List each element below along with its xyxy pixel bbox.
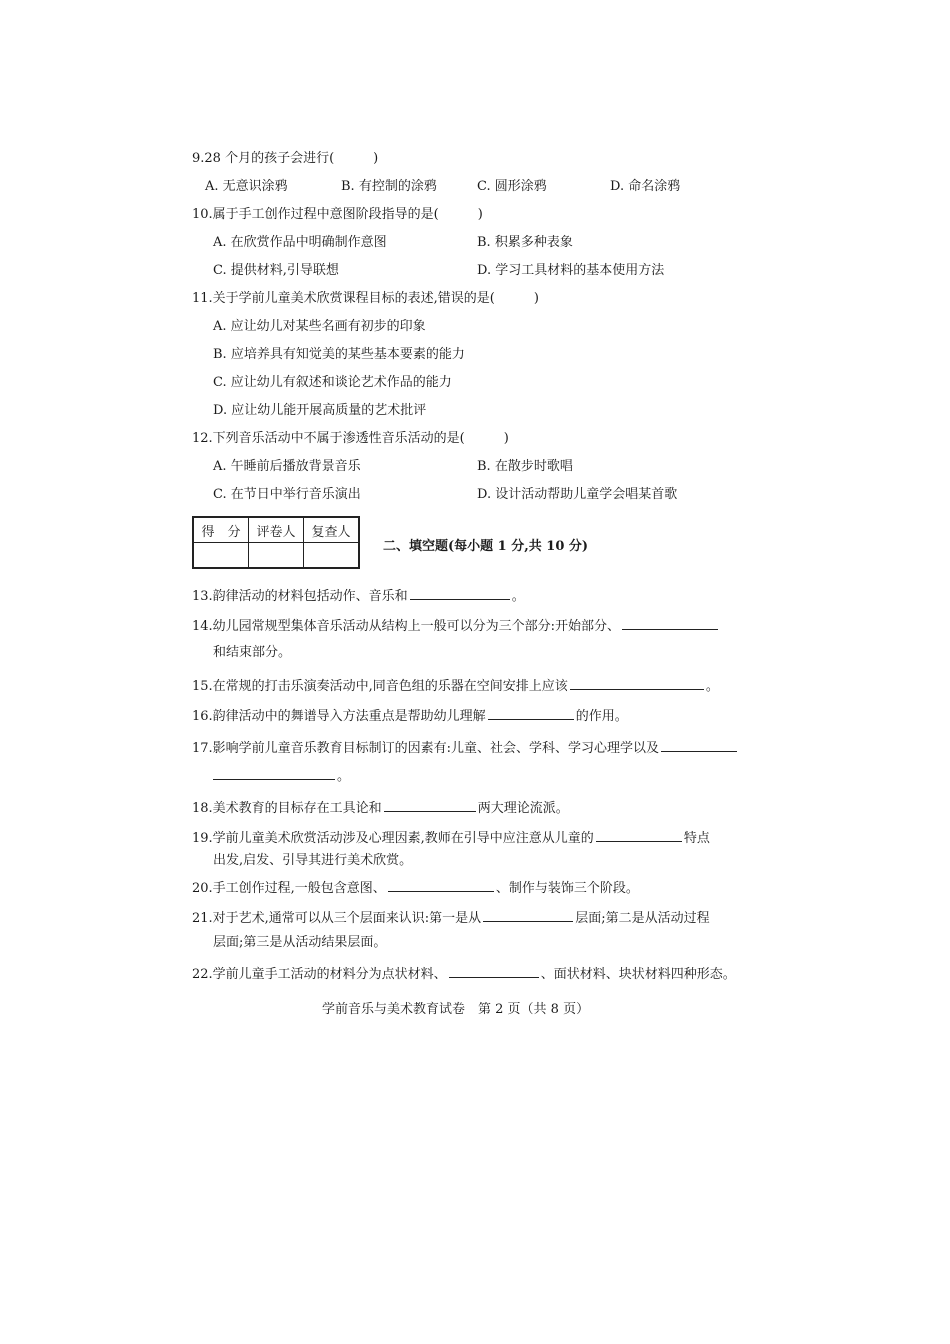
question-18-tail: 两大理论流派。 [477, 801, 569, 816]
question-21-tail: 层面;第二是从活动过程 [575, 911, 710, 926]
question-11-option-d: D. 应让幼儿能开展高质量的艺术批评 [213, 403, 427, 418]
question-13-text: 13.韵律活动的材料包括动作、音乐和 [192, 589, 408, 604]
question-13 [192, 586, 525, 606]
answer-blank[interactable] [483, 908, 573, 922]
reviewer-header: 复查人 [304, 517, 360, 543]
question-9-option-d: D. 命名涂鸦 [610, 179, 681, 194]
answer-blank[interactable] [410, 586, 510, 600]
question-17 [192, 738, 739, 758]
question-17-text: 17.影响学前儿童音乐教育目标制订的因素有:儿童、社会、学科、学习心理学以及 [192, 741, 660, 756]
question-11-option-a: A. 应让幼儿对某些名画有初步的印象 [213, 319, 426, 334]
question-18-text: 18.美术教育的目标存在工具论和 [192, 801, 382, 816]
question-19-tail: 特点 [683, 831, 710, 846]
question-17-cont [213, 766, 350, 786]
question-14 [192, 616, 720, 636]
score-header: 得 分 [193, 517, 249, 543]
answer-blank[interactable] [213, 766, 335, 780]
question-22-text: 22.学前儿童手工活动的材料分为点状材料、 [192, 967, 447, 982]
question-20 [192, 878, 639, 898]
question-10-stem: 10.属于手工创作过程中意图阶段指导的是( ) [192, 207, 483, 222]
question-9-option-c: C. 圆形涂鸦 [477, 179, 547, 194]
question-22 [192, 964, 736, 984]
question-10-option-a: A. 在欣赏作品中明确制作意图 [213, 235, 387, 250]
answer-blank[interactable] [384, 798, 476, 812]
question-15-tail: 。 [705, 679, 719, 694]
question-10-option-d: D. 学习工具材料的基本使用方法 [477, 263, 665, 278]
question-12-stem: 12.下列音乐活动中不属于渗透性音乐活动的是( ) [192, 431, 509, 446]
question-12-option-c: C. 在节日中举行音乐演出 [213, 487, 361, 502]
question-11-option-c: C. 应让幼儿有叙述和谈论艺术作品的能力 [213, 375, 452, 390]
question-11-option-b: B. 应培养具有知觉美的某些基本要素的能力 [213, 347, 465, 362]
question-11-stem: 11.关于学前儿童美术欣赏课程目标的表述,错误的是( ) [192, 291, 539, 306]
question-16 [192, 706, 628, 726]
answer-blank[interactable] [488, 706, 574, 720]
question-21-cont: 层面;第三是从活动结果层面。 [213, 935, 387, 950]
question-10-option-b: B. 积累多种表象 [477, 235, 573, 250]
question-10-option-c: C. 提供材料,引导联想 [213, 263, 339, 278]
score-cell[interactable] [193, 543, 249, 569]
question-15 [192, 676, 719, 696]
question-19-cont: 出发,启发、引导其进行美术欣赏。 [213, 853, 413, 868]
question-21-text: 21.对于艺术,通常可以从三个层面来认识:第一是从 [192, 911, 482, 926]
question-18 [192, 798, 569, 818]
question-9-stem: 9.28 个月的孩子会进行( ) [192, 151, 379, 166]
answer-blank[interactable] [388, 878, 494, 892]
question-15-text: 15.在常规的打击乐演奏活动中,同音色组的乐器在空间安排上应该 [192, 679, 568, 694]
question-13-tail: 。 [511, 589, 525, 604]
question-20-tail: 、制作与装饰三个阶段。 [495, 881, 639, 896]
score-table [192, 516, 360, 569]
question-16-tail: 的作用。 [575, 709, 628, 724]
grader-header: 评卷人 [249, 517, 304, 543]
section-title: 二、填空题(每小题 1 分,共 10 分) [383, 539, 589, 554]
question-12-option-d: D. 设计活动帮助儿童学会唱某首歌 [477, 487, 678, 502]
question-21 [192, 908, 710, 928]
question-16-text: 16.韵律活动中的舞谱导入方法重点是帮助幼儿理解 [192, 709, 486, 724]
question-17-tail: 。 [337, 769, 351, 784]
question-14-text: 14.幼儿园常规型集体音乐活动从结构上一般可以分为三个部分:开始部分、 [192, 619, 621, 634]
page-footer: 学前音乐与美术教育试卷 第 2 页（共 8 页） [322, 1002, 590, 1017]
reviewer-cell[interactable] [304, 543, 360, 569]
question-19-text: 19.学前儿童美术欣赏活动涉及心理因素,教师在引导中应注意从儿童的 [192, 831, 594, 846]
question-20-text: 20.手工创作过程,一般包含意图、 [192, 881, 386, 896]
answer-blank[interactable] [449, 964, 539, 978]
question-14-cont: 和结束部分。 [213, 645, 292, 660]
question-12-option-b: B. 在散步时歌唱 [477, 459, 573, 474]
question-12-option-a: A. 午睡前后播放背景音乐 [213, 459, 361, 474]
answer-blank[interactable] [570, 676, 704, 690]
grader-cell[interactable] [249, 543, 304, 569]
answer-blank[interactable] [596, 828, 682, 842]
question-9-option-a: A. 无意识涂鸦 [205, 179, 288, 194]
question-19 [192, 828, 710, 848]
question-9-option-b: B. 有控制的涂鸦 [341, 179, 437, 194]
answer-blank[interactable] [622, 616, 718, 630]
answer-blank[interactable] [661, 738, 737, 752]
question-22-tail: 、面状材料、块状材料四种形态。 [540, 967, 736, 982]
